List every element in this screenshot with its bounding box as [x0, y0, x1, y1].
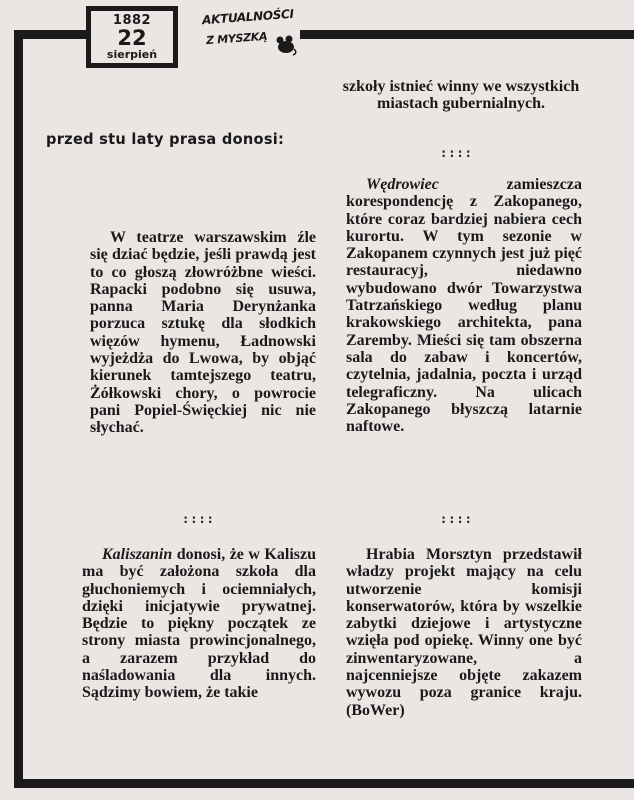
- right-paragraph-zakopane-text: zamieszcza korespondencję z Zakopanego, które coraz bardziej nabiera cech kurortu. W tym sezonie w Zakopanem czynnych jest już pięć restauracyj, niedawno wybudowano dwór Towarzystwa Tatrzańskiego według planu krakowskiego architekta, pana Zaremby. Mieści się tam obszerna sala do zabaw i koncertów, czytelnia, jadalnia, poczta i urząd telegraficzny. Na ulicach Zakopanego błyszczą latarnie naftowe.: [346, 176, 582, 436]
- frame-top-left-bar: [14, 30, 86, 39]
- date-year: 1882: [112, 13, 152, 28]
- frame-top-bar: [300, 30, 634, 39]
- headline: przed stu laty prasa donosi:: [46, 130, 285, 148]
- date-day: 22: [117, 26, 147, 50]
- frame-bottom-bar: [14, 779, 634, 788]
- signature: (BoWer): [346, 701, 405, 719]
- source-wedrowiec: Wędrowiec: [366, 176, 439, 193]
- logo-line2: Z MYSZKĄ: [205, 29, 268, 48]
- separator-right-1: ::::: [440, 146, 473, 160]
- column-logo: [194, 6, 302, 58]
- right-paragraph-morsztyn-text: Hrabia Morsztyn przedstawił władzy projekt mający na celu utworzenie komisji konserwatorów, która by wszelkie zabytki dziejowe i artystyczne wzięła pod opiekę. Winny one być zinwentaryzowane, a najcenniejsze objęte zakazem wywozu poza granice kraju.: [346, 546, 582, 702]
- source-kaliszanin: Kaliszanin: [102, 546, 173, 563]
- date-box: [86, 6, 178, 68]
- right-paragraph-continuation: szkoły istnieć winny we wszystkich miastach gubernialnych.: [342, 78, 580, 113]
- date-month: sierpień: [106, 48, 158, 61]
- mouse-icon: [274, 34, 298, 56]
- right-paragraph-morsztyn: [346, 546, 582, 719]
- separator-right-2: ::::: [440, 512, 473, 526]
- left-paragraph-kalisz-text: donosi, że w Kaliszu ma być założona szkoła dla głuchoniemych i ociemniałych, dzięki inicjatywie prywatnej. Będzie to piękny początek ze strony miasta prowincjonalnego, a zarazem przykład do naśladowania dla innych. Sądzimy bowiem, że takie: [82, 546, 316, 702]
- right-paragraph-zakopane: [346, 176, 582, 435]
- frame-left-bar: [14, 30, 23, 788]
- logo-line1: AKTUALNOŚCI: [201, 6, 295, 28]
- left-paragraph-theatre: W teatrze warszawskim źle się dziać będzie, jeśli prawdą jest to co głoszą złowróżbne wieści. Rapacki podobno się usuwa, panna Maria Derynżanka porzuca sztukę dla słodkich więzów hymenu, Ładnowski wyjeżdża do Lwowa, by objąć kierunek tamtejszego teatru, Żółkowski chory, o powrocie pani Popiel-Święckiej nic nie słychać.: [90, 229, 316, 437]
- separator-left: ::::: [182, 512, 215, 526]
- left-paragraph-kalisz: [82, 546, 316, 702]
